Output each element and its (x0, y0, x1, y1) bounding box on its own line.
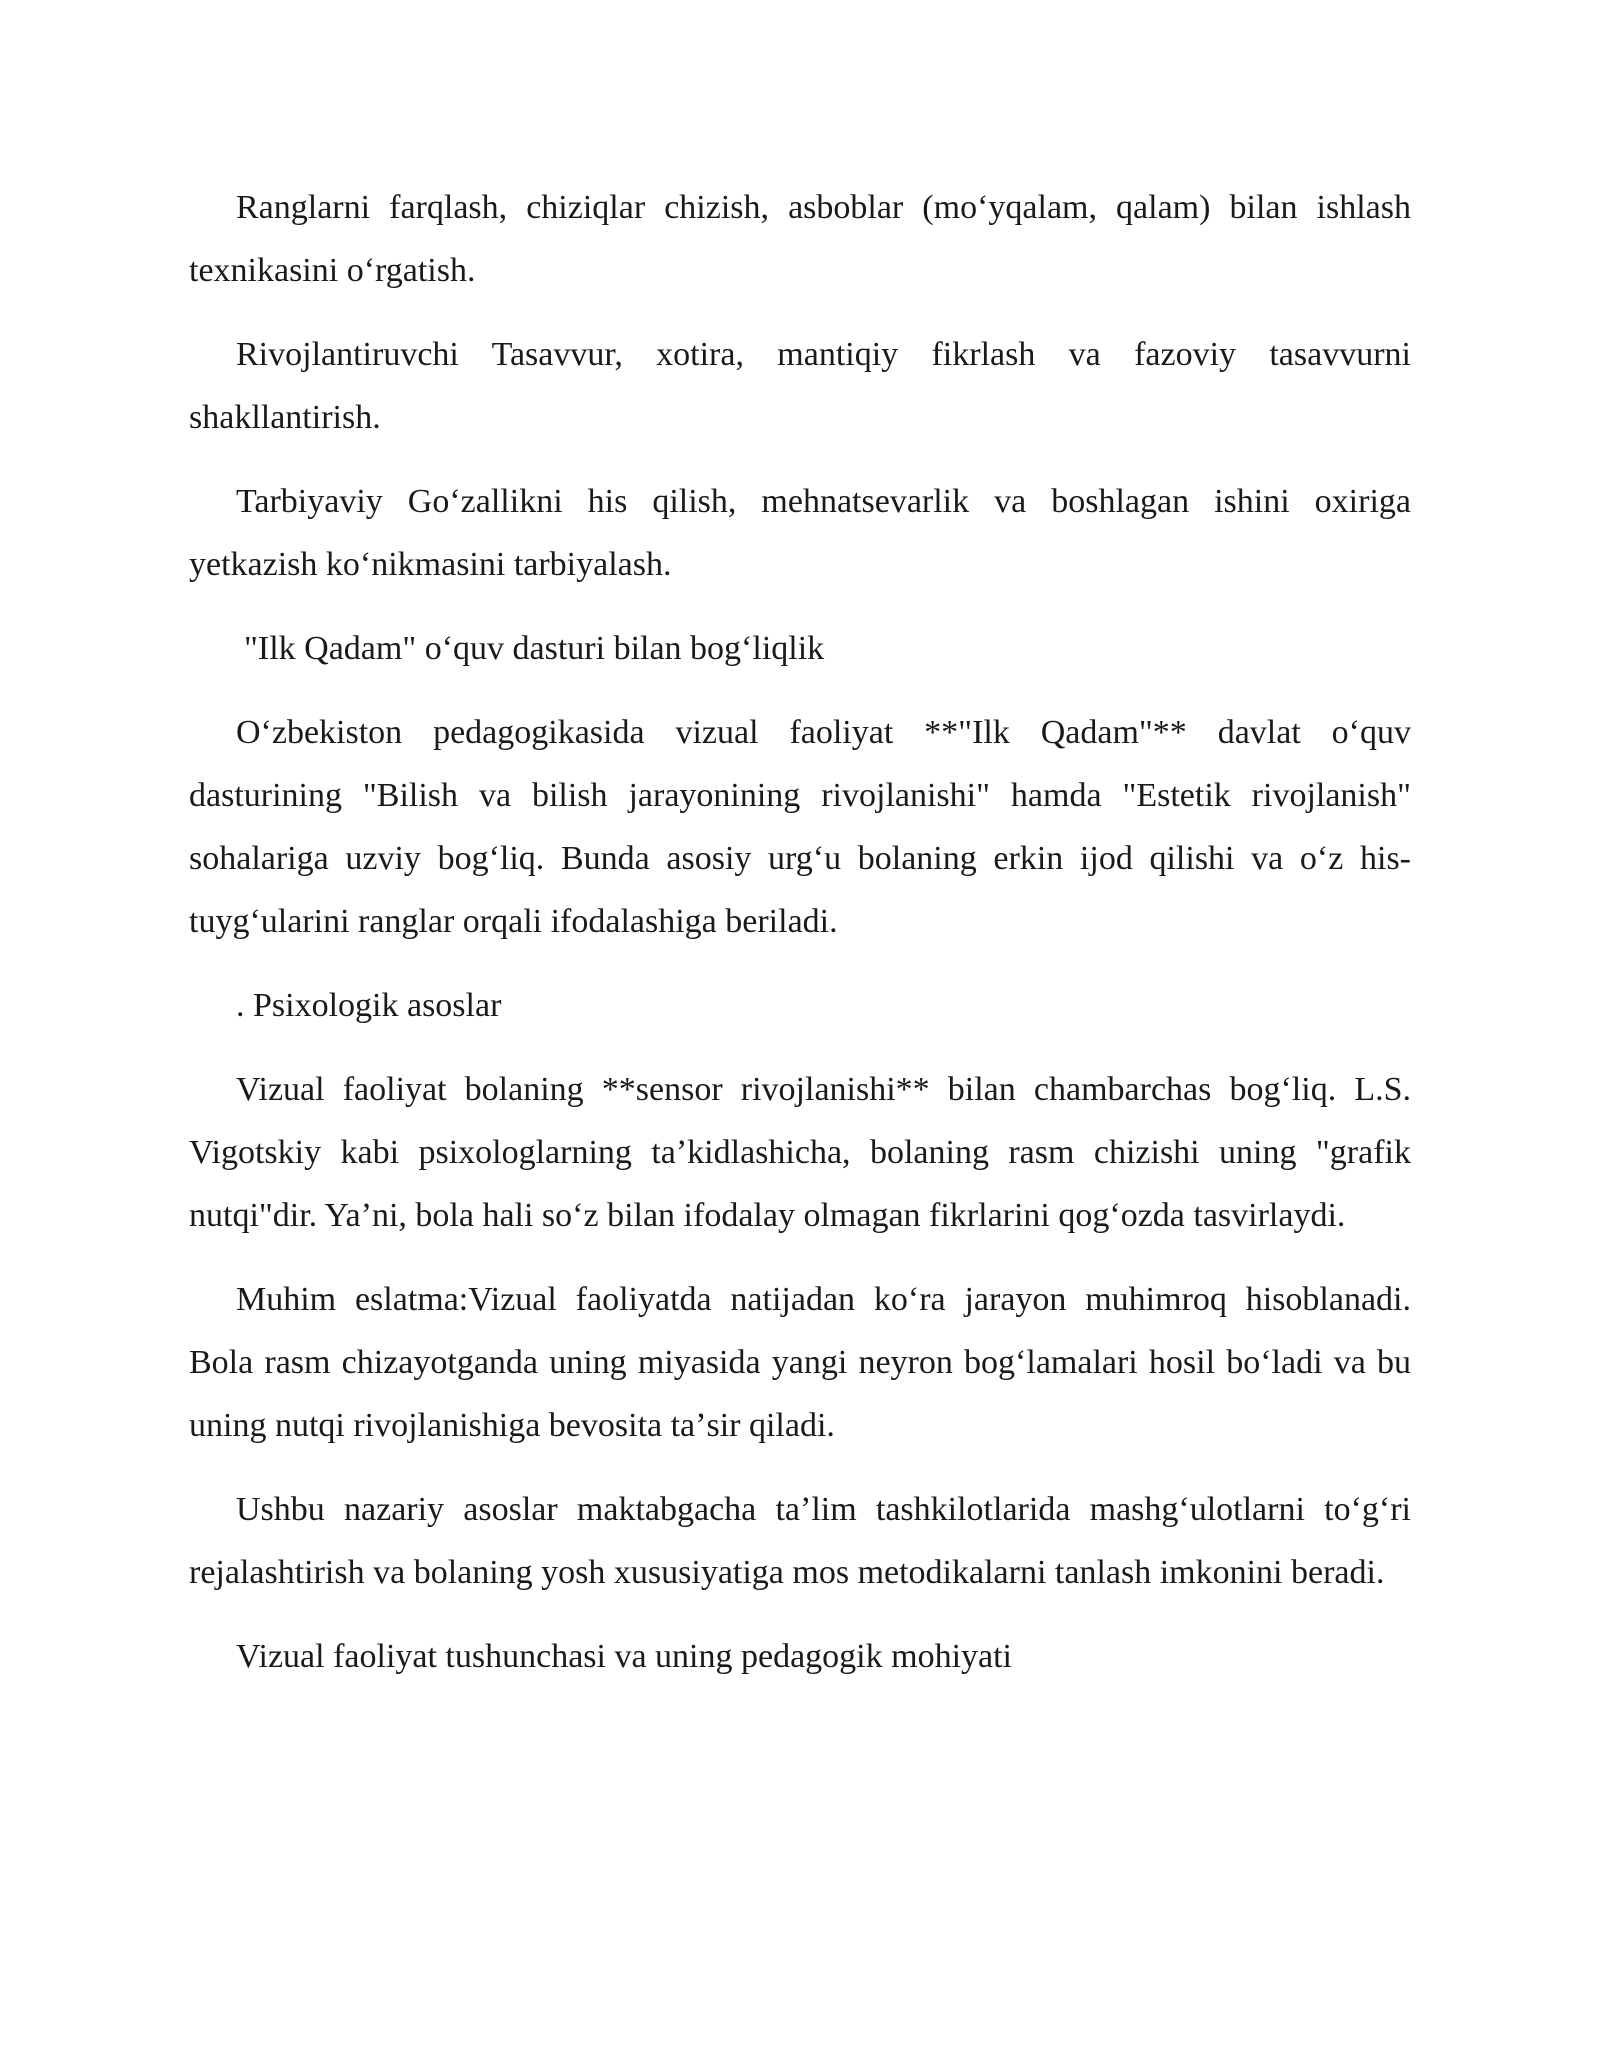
paragraph-ilk-qadam: Oʻzbekiston pedagogikasida vizual faoliyat **"Ilk Qadam"** davlat oʻquv dasturining "Bilish va bilish jarayonining rivojlanishi" hamda "Estetik rivojlanish" sohalariga uzviy bogʻliq. Bunda asosiy urgʻu bolaning erkin ijod qilishi va oʻz his-tuygʻularini ranglar orqali ifodalashiga beriladi. (189, 714, 1411, 940)
section-heading-ilk-qadam: "Ilk Qadam" oʻquv dasturi bilan bogʻliqlik (244, 630, 825, 667)
document-body (189, 176, 1411, 1709)
paragraph-theoretical-basis: Ushbu nazariy asoslar maktabgacha taʼlim tashkilotlarida mashgʻulotlarni toʻgʻri rejalashtirish va bolaning yosh xususiyatiga mos metodikalarni tanlash imkonini beradi. (189, 1491, 1411, 1591)
section-heading-visual-activity: Vizual faoliyat tushunchasi va uning pedagogik mohiyati (236, 1638, 1013, 1675)
paragraph-educational: Tarbiyaviy Goʻzallikni his qilish, mehnatsevarlik va boshlagan ishini oxiriga yetkazish koʻnikmasini tarbiyalash. (189, 483, 1411, 583)
paragraph-sensor-development: Vizual faoliyat bolaning **sensor rivojlanishi** bilan chambarchas bogʻliq. L.S. Vigotskiy kabi psixologlarning taʼkidlashicha, bolaning rasm chizishi uning "grafik nutqi"dir. Yaʼni, bola hali soʻz bilan ifodalay olmagan fikrlarini qogʻozda tasvirlaydi. (189, 1071, 1411, 1234)
paragraph-developmental: Rivojlantiruvchi Tasavvur, xotira, mantiqiy fikrlash va fazoviy tasavvurni shakllantirish. (189, 336, 1411, 436)
paragraph-important-note: Muhim eslatma:Vizual faoliyatda natijadan koʻra jarayon muhimroq hisoblanadi. Bola rasm chizayotganda uning miyasida yangi neyron bogʻlamalari hosil boʻladi va bu uning nutqi rivojlanishiga bevosita taʼsir qiladi. (189, 1281, 1411, 1444)
section-heading-psychology: . Psixologik asoslar (236, 987, 502, 1024)
paragraph-skills: Ranglarni farqlash, chiziqlar chizish, asboblar (moʻyqalam, qalam) bilan ishlash texnikasini oʻrgatish. (189, 189, 1411, 289)
